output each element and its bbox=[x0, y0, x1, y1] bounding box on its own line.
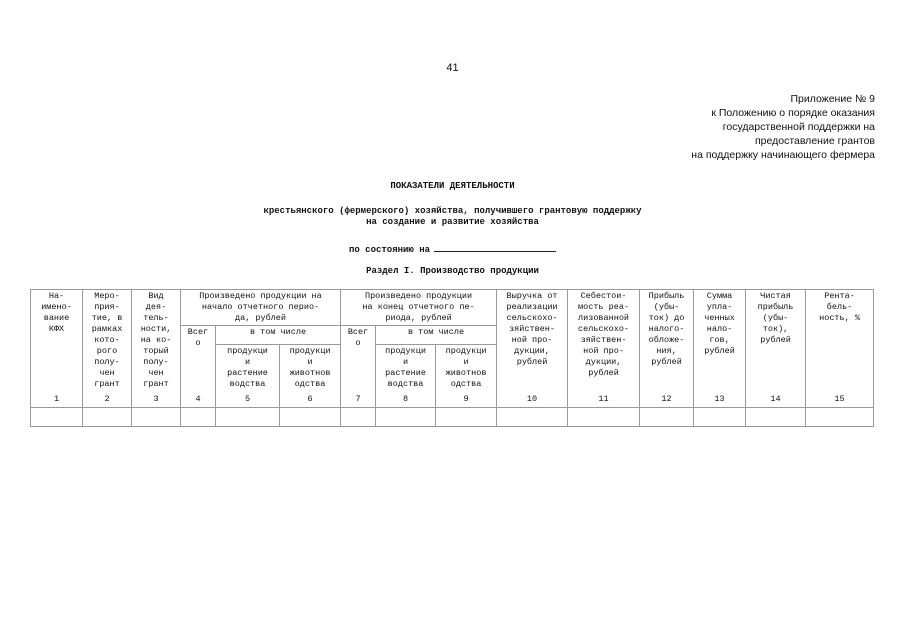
data-cell[interactable] bbox=[694, 408, 746, 427]
appendix-line: государственной поддержки на bbox=[722, 121, 875, 133]
column-number: 12 bbox=[640, 391, 694, 408]
data-cell[interactable] bbox=[436, 408, 497, 427]
date-line bbox=[0, 242, 905, 255]
document-subtitle-line2: на создание и развитие хозяйства bbox=[366, 217, 539, 227]
appendix-line: к Положению о порядке оказания bbox=[711, 107, 875, 119]
header-taxes-paid: Сумма упла- ченных нало- гов, рублей bbox=[694, 290, 746, 392]
header-kfh-name: На- имено- вание КФХ bbox=[31, 290, 83, 392]
column-number: 5 bbox=[216, 391, 280, 408]
data-cell[interactable] bbox=[497, 408, 568, 427]
header-profitability: Рента- бель- ность, % bbox=[806, 290, 874, 392]
header-end-total: Всег о bbox=[341, 326, 376, 392]
date-label: по состоянию на bbox=[348, 245, 430, 255]
column-number: 6 bbox=[280, 391, 341, 408]
data-cell[interactable] bbox=[806, 408, 874, 427]
data-cell[interactable] bbox=[132, 408, 181, 427]
column-number: 3 bbox=[132, 391, 181, 408]
appendix-note bbox=[615, 92, 875, 162]
data-cell[interactable] bbox=[181, 408, 216, 427]
column-number: 2 bbox=[83, 391, 132, 408]
header-end-animal: продукци и животнов одства bbox=[436, 345, 497, 392]
date-blank-field[interactable] bbox=[434, 242, 556, 252]
section-title: Раздел I. Производство продукции bbox=[366, 266, 539, 276]
column-number: 15 bbox=[806, 391, 874, 408]
data-cell[interactable] bbox=[83, 408, 132, 427]
header-start-total: Всег о bbox=[181, 326, 216, 392]
data-cell[interactable] bbox=[216, 408, 280, 427]
header-net-profit: Чистая прибыль (убы- ток), рублей bbox=[746, 290, 806, 392]
header-end-plant: продукци и растение водства bbox=[376, 345, 436, 392]
document-title: ПОКАЗАТЕЛИ ДЕЯТЕЛЬНОСТИ bbox=[390, 181, 515, 191]
header-activity-type: Вид дея- тель- ности, на ко- торый полу- чен грант bbox=[132, 290, 181, 392]
header-end-including: в том числе bbox=[376, 326, 497, 345]
header-start-animal: продукци и животнов одства bbox=[280, 345, 341, 392]
page-number: 41 bbox=[446, 62, 459, 74]
column-number: 4 bbox=[181, 391, 216, 408]
document-subtitle-line1: крестьянского (фермерского) хозяйства, получившего грантовую поддержку bbox=[263, 206, 642, 216]
column-number: 1 bbox=[31, 391, 83, 408]
data-cell[interactable] bbox=[280, 408, 341, 427]
data-cell[interactable] bbox=[31, 408, 83, 427]
header-start-including: в том числе bbox=[216, 326, 341, 345]
data-cell[interactable] bbox=[341, 408, 376, 427]
column-number: 13 bbox=[694, 391, 746, 408]
header-grant-measure: Меро- прия- тие, в рамках кото- рого полу- чен грант bbox=[83, 290, 132, 392]
appendix-line: предоставление грантов bbox=[754, 135, 875, 147]
data-cell[interactable] bbox=[640, 408, 694, 427]
data-cell[interactable] bbox=[376, 408, 436, 427]
header-cost: Себестои- мость реа- лизованной сельскохо- зяйствен- ной про- дукции, рублей bbox=[568, 290, 640, 392]
header-produced-end: Произведено продукции на конец отчетного пе- риода, рублей bbox=[341, 290, 497, 326]
production-table bbox=[30, 289, 874, 427]
header-produced-start: Произведено продукции на начало отчетного перио- да, рублей bbox=[181, 290, 341, 326]
column-number: 10 bbox=[497, 391, 568, 408]
column-number: 9 bbox=[436, 391, 497, 408]
appendix-line: на поддержку начинающего фермера bbox=[691, 149, 875, 161]
column-number: 7 bbox=[341, 391, 376, 408]
column-number: 8 bbox=[376, 391, 436, 408]
column-number: 14 bbox=[746, 391, 806, 408]
data-cell[interactable] bbox=[568, 408, 640, 427]
column-number: 11 bbox=[568, 391, 640, 408]
header-start-plant: продукци и растение водства bbox=[216, 345, 280, 392]
header-pretax-profit: Прибыль (убы- ток) до налого- обложе- ния, рублей bbox=[640, 290, 694, 392]
appendix-line: Приложение № 9 bbox=[790, 93, 875, 105]
header-revenue: Выручка от реализации сельскохо- зяйствен- ной про- дукции, рублей bbox=[497, 290, 568, 392]
data-cell[interactable] bbox=[746, 408, 806, 427]
